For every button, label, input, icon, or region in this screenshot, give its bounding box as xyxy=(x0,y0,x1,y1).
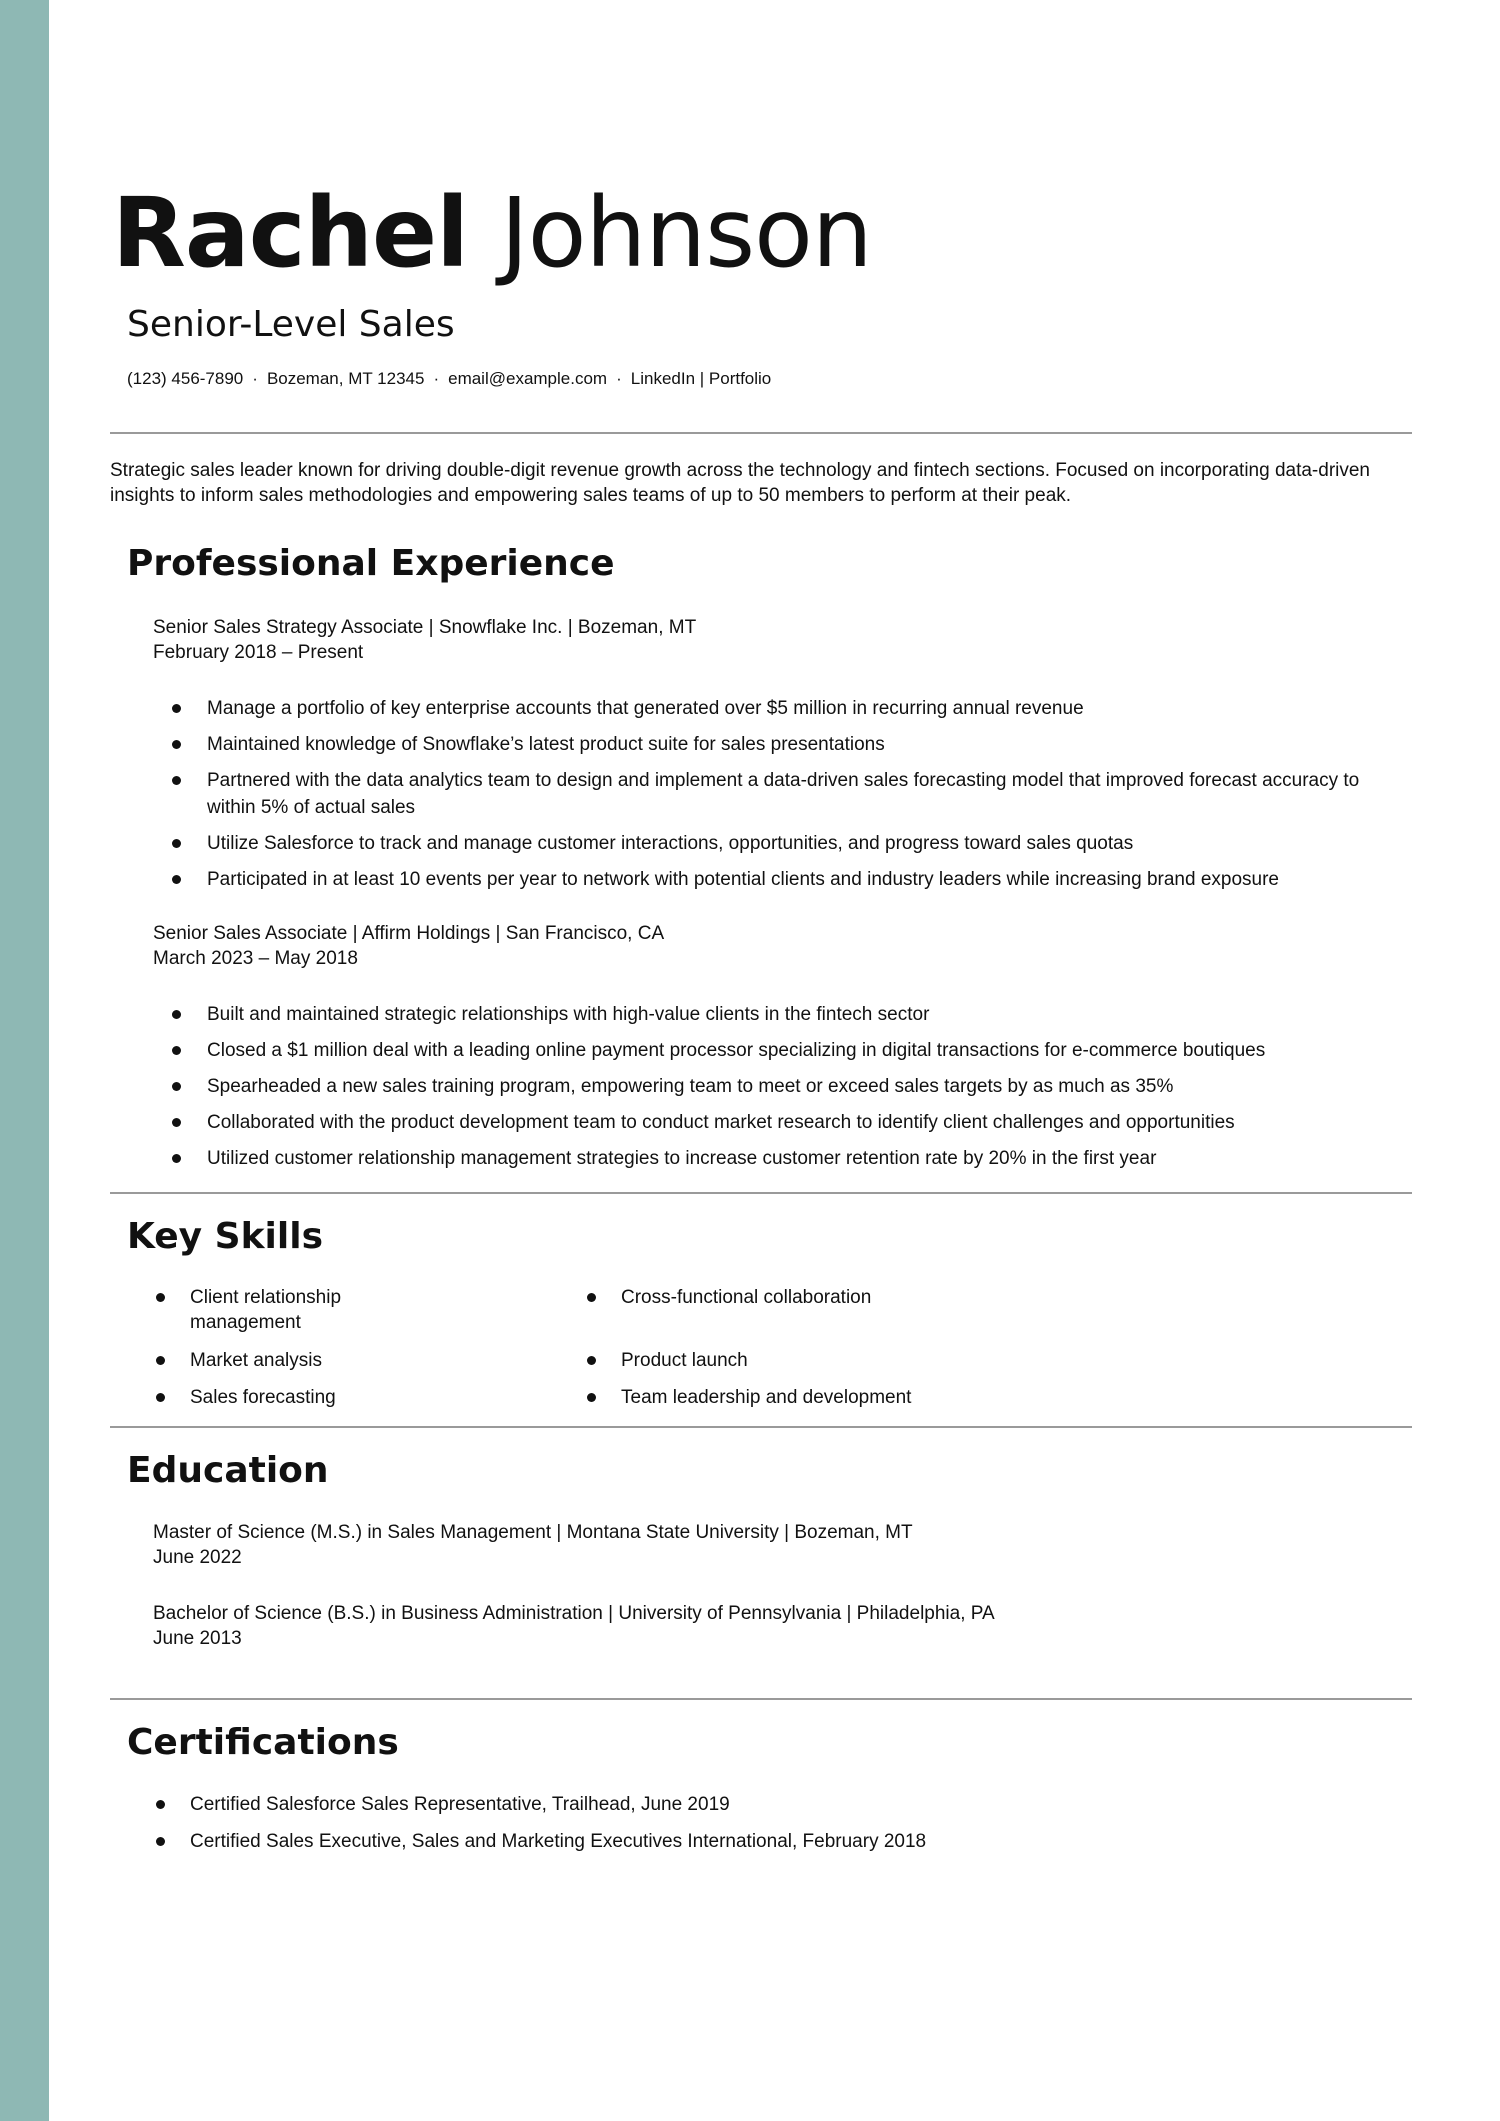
education-entry xyxy=(153,1520,913,1570)
experience-heading: Professional Experience xyxy=(127,543,615,584)
education-entry xyxy=(153,1601,995,1651)
contact-location: Bozeman, MT 12345 xyxy=(266,369,425,388)
list-item: Closed a $1 million deal with a leading online payment processor specializing in digital transactions for e-commerce boutiques xyxy=(207,1037,1412,1064)
list-item: Client relationship management xyxy=(190,1285,380,1335)
contact-email[interactable]: email@example.com xyxy=(448,369,608,388)
list-item: Team leadership and development xyxy=(621,1387,912,1408)
job-title-line: Senior Sales Associate | Affirm Holdings | San Francisco, CA xyxy=(153,923,665,944)
professional-summary: Strategic sales leader known for driving double-digit revenue growth across the technology and fintech sections. Focused on incorporating data-driven insights to inform sales methodologies and empowering sales teams of up to 50 members to perform at their peak. xyxy=(110,460,1371,506)
accent-sidebar xyxy=(0,0,49,2121)
list-item: Participated in at least 10 events per year to network with potential clients and industry leaders while increasing brand exposure xyxy=(207,866,1412,893)
list-item: Manage a portfolio of key enterprise accounts that generated over $5 million in recurring annual revenue xyxy=(207,695,1412,722)
skills-heading: Key Skills xyxy=(127,1216,323,1257)
degree-line: Bachelor of Science (B.S.) in Business Administration | University of Pennsylvania | Philadelphia, PA xyxy=(153,1603,995,1624)
list-item: Certified Salesforce Sales Representative, Trailhead, June 2019 xyxy=(190,1791,1290,1818)
list-item: Utilize Salesforce to track and manage customer interactions, opportunities, and progress toward sales quotas xyxy=(207,830,1412,857)
degree-date: June 2022 xyxy=(153,1547,242,1568)
list-item: Collaborated with the product development team to conduct market research to identify client challenges and opportunities xyxy=(207,1109,1412,1136)
divider xyxy=(110,1698,1412,1700)
divider xyxy=(110,1192,1412,1194)
job-title-line: Senior Sales Strategy Associate | Snowflake Inc. | Bozeman, MT xyxy=(153,617,697,638)
job-dates: February 2018 – Present xyxy=(153,642,364,663)
job-entry xyxy=(153,921,664,971)
list-item: Partnered with the data analytics team to design and implement a data-driven sales forecasting model that improved forecast accuracy to within 5% of actual sales xyxy=(207,767,1412,821)
job-dates: March 2023 – May 2018 xyxy=(153,948,358,969)
list-item: Sales forecasting xyxy=(190,1387,336,1408)
divider xyxy=(110,432,1412,434)
candidate-name xyxy=(112,168,872,298)
list-item: Product launch xyxy=(621,1350,748,1371)
contact-links[interactable]: LinkedIn | Portfolio xyxy=(630,369,772,388)
list-item: Cross-functional collaboration xyxy=(621,1287,872,1308)
certifications-list xyxy=(190,1791,1290,1865)
last-name: Johnson xyxy=(500,177,872,289)
education-heading: Education xyxy=(127,1450,329,1491)
skills-grid xyxy=(190,1285,1090,1415)
certifications-heading: Certifications xyxy=(127,1722,399,1763)
list-item: Maintained knowledge of Snowflake’s latest product suite for sales presentations xyxy=(207,731,1412,758)
list-item: Spearheaded a new sales training program, empowering team to meet or exceed sales targets by as much as 35% xyxy=(207,1073,1412,1100)
job-title: Senior-Level Sales xyxy=(127,304,455,345)
first-name: Rachel xyxy=(112,177,468,289)
divider xyxy=(110,1426,1412,1428)
list-item: Certified Sales Executive, Sales and Marketing Executives International, February 2018 xyxy=(190,1828,1290,1855)
list-item: Market analysis xyxy=(190,1350,322,1371)
contact-line xyxy=(127,368,771,390)
degree-line: Master of Science (M.S.) in Sales Management | Montana State University | Bozeman, MT xyxy=(153,1522,913,1543)
contact-phone: (123) 456-7890 xyxy=(127,369,244,388)
job-bullets xyxy=(207,1001,1412,1181)
list-item: Utilized customer relationship management strategies to increase customer retention rate by 20% in the first year xyxy=(207,1145,1412,1172)
degree-date: June 2013 xyxy=(153,1628,242,1649)
contact-separator: · xyxy=(252,369,258,388)
job-entry xyxy=(153,615,696,665)
contact-separator: · xyxy=(616,369,622,388)
contact-separator: · xyxy=(433,369,440,388)
list-item: Built and maintained strategic relationships with high-value clients in the fintech sector xyxy=(207,1001,1412,1028)
job-bullets xyxy=(207,695,1412,902)
